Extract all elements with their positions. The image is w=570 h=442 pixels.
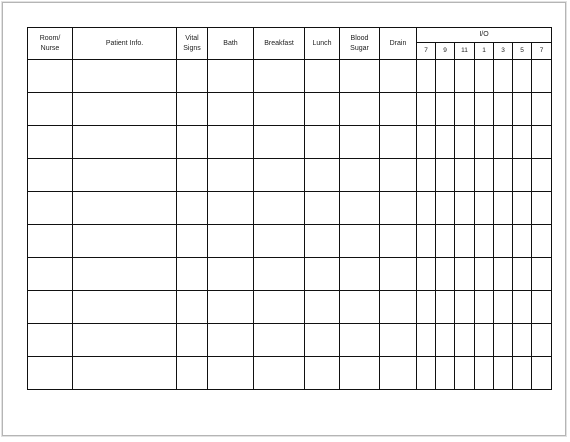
io-time-header: 5 xyxy=(513,43,532,60)
io-cell xyxy=(475,258,494,291)
io-cell xyxy=(532,258,552,291)
header-breakfast: Breakfast xyxy=(254,28,305,60)
blood-sugar-cell xyxy=(340,357,380,390)
header-drain: Drain xyxy=(380,28,417,60)
io-cell xyxy=(532,225,552,258)
drain-cell xyxy=(380,126,417,159)
io-time-header: 7 xyxy=(417,43,436,60)
blood-sugar-cell xyxy=(340,93,380,126)
patient-info-cell xyxy=(73,258,177,291)
io-cell xyxy=(532,126,552,159)
table-row xyxy=(28,192,552,225)
io-cell xyxy=(475,192,494,225)
io-cell xyxy=(513,258,532,291)
vital-signs-cell xyxy=(177,159,208,192)
bath-cell xyxy=(208,159,254,192)
io-cell xyxy=(455,93,475,126)
table-row xyxy=(28,60,552,93)
blood-sugar-cell xyxy=(340,225,380,258)
io-cell xyxy=(436,126,455,159)
lunch-cell xyxy=(305,357,340,390)
vital-signs-cell xyxy=(177,324,208,357)
bath-cell xyxy=(208,93,254,126)
bath-cell xyxy=(208,60,254,93)
io-cell xyxy=(417,93,436,126)
vital-signs-cell xyxy=(177,225,208,258)
bath-cell xyxy=(208,291,254,324)
lunch-cell xyxy=(305,291,340,324)
io-time-header: 7 xyxy=(532,43,552,60)
document-page xyxy=(2,2,566,436)
header-room-nurse: Room/ Nurse xyxy=(28,28,73,60)
vital-signs-cell xyxy=(177,357,208,390)
io-cell xyxy=(532,324,552,357)
lunch-cell xyxy=(305,93,340,126)
io-cell xyxy=(494,258,513,291)
vital-signs-cell xyxy=(177,291,208,324)
breakfast-cell xyxy=(254,291,305,324)
bath-cell xyxy=(208,225,254,258)
io-cell xyxy=(513,93,532,126)
room-nurse-cell xyxy=(28,357,73,390)
io-cell xyxy=(494,60,513,93)
lunch-cell xyxy=(305,324,340,357)
io-time-header: 3 xyxy=(494,43,513,60)
io-cell xyxy=(417,225,436,258)
io-cell xyxy=(455,126,475,159)
io-cell xyxy=(417,357,436,390)
room-nurse-cell xyxy=(28,324,73,357)
io-cell xyxy=(455,225,475,258)
breakfast-cell xyxy=(254,126,305,159)
room-nurse-cell xyxy=(28,60,73,93)
room-nurse-cell xyxy=(28,192,73,225)
table-row xyxy=(28,159,552,192)
blood-sugar-cell xyxy=(340,126,380,159)
io-cell xyxy=(455,291,475,324)
io-cell xyxy=(455,159,475,192)
patient-info-cell xyxy=(73,60,177,93)
header-io: I/O xyxy=(417,28,552,43)
table-row xyxy=(28,126,552,159)
table-row xyxy=(28,357,552,390)
io-cell xyxy=(513,291,532,324)
breakfast-cell xyxy=(254,93,305,126)
io-time-header: 9 xyxy=(436,43,455,60)
room-nurse-cell xyxy=(28,126,73,159)
table-row xyxy=(28,324,552,357)
io-cell xyxy=(513,126,532,159)
io-cell xyxy=(475,126,494,159)
io-cell xyxy=(436,324,455,357)
io-cell xyxy=(532,93,552,126)
io-cell xyxy=(436,291,455,324)
io-cell xyxy=(475,291,494,324)
io-cell xyxy=(532,60,552,93)
breakfast-cell xyxy=(254,258,305,291)
drain-cell xyxy=(380,93,417,126)
io-cell xyxy=(436,93,455,126)
io-cell xyxy=(513,60,532,93)
io-cell xyxy=(417,60,436,93)
drain-cell xyxy=(380,60,417,93)
io-cell xyxy=(436,225,455,258)
io-cell xyxy=(475,357,494,390)
bath-cell xyxy=(208,258,254,291)
io-cell xyxy=(417,126,436,159)
io-cell xyxy=(494,192,513,225)
io-cell xyxy=(475,60,494,93)
io-cell xyxy=(436,192,455,225)
io-cell xyxy=(494,93,513,126)
io-cell xyxy=(417,258,436,291)
drain-cell xyxy=(380,192,417,225)
blood-sugar-cell xyxy=(340,291,380,324)
io-cell xyxy=(455,192,475,225)
io-cell xyxy=(494,225,513,258)
breakfast-cell xyxy=(254,324,305,357)
io-cell xyxy=(513,324,532,357)
drain-cell xyxy=(380,324,417,357)
io-cell xyxy=(417,192,436,225)
room-nurse-cell xyxy=(28,93,73,126)
bath-cell xyxy=(208,357,254,390)
room-nurse-cell xyxy=(28,225,73,258)
table-row xyxy=(28,291,552,324)
lunch-cell xyxy=(305,258,340,291)
patient-info-cell xyxy=(73,225,177,258)
io-time-header: 1 xyxy=(475,43,494,60)
breakfast-cell xyxy=(254,357,305,390)
blood-sugar-cell xyxy=(340,192,380,225)
blood-sugar-cell xyxy=(340,60,380,93)
lunch-cell xyxy=(305,60,340,93)
blood-sugar-cell xyxy=(340,324,380,357)
io-cell xyxy=(494,324,513,357)
chart-body xyxy=(28,60,552,390)
vital-signs-cell xyxy=(177,258,208,291)
io-cell xyxy=(532,192,552,225)
vital-signs-cell xyxy=(177,192,208,225)
patient-info-cell xyxy=(73,159,177,192)
io-cell xyxy=(417,291,436,324)
io-cell xyxy=(417,324,436,357)
patient-info-cell xyxy=(73,93,177,126)
blood-sugar-cell xyxy=(340,159,380,192)
io-cell xyxy=(455,258,475,291)
patient-care-chart xyxy=(27,27,552,390)
io-cell xyxy=(513,192,532,225)
io-cell xyxy=(475,225,494,258)
vital-signs-cell xyxy=(177,93,208,126)
io-cell xyxy=(513,225,532,258)
breakfast-cell xyxy=(254,159,305,192)
header-lunch: Lunch xyxy=(305,28,340,60)
patient-info-cell xyxy=(73,324,177,357)
io-cell xyxy=(494,159,513,192)
io-cell xyxy=(475,93,494,126)
room-nurse-cell xyxy=(28,258,73,291)
header-blood-sugar: Blood Sugar xyxy=(340,28,380,60)
lunch-cell xyxy=(305,225,340,258)
patient-info-cell xyxy=(73,126,177,159)
table-row xyxy=(28,225,552,258)
io-cell xyxy=(532,159,552,192)
lunch-cell xyxy=(305,192,340,225)
lunch-cell xyxy=(305,126,340,159)
drain-cell xyxy=(380,291,417,324)
header-patient-info: Patient Info. xyxy=(73,28,177,60)
header-vital-signs: Vital Signs xyxy=(177,28,208,60)
patient-info-cell xyxy=(73,291,177,324)
blood-sugar-cell xyxy=(340,258,380,291)
io-time-header: 11 xyxy=(455,43,475,60)
drain-cell xyxy=(380,225,417,258)
io-cell xyxy=(494,357,513,390)
patient-info-cell xyxy=(73,192,177,225)
room-nurse-cell xyxy=(28,291,73,324)
io-cell xyxy=(436,159,455,192)
io-cell xyxy=(417,159,436,192)
io-cell xyxy=(436,60,455,93)
io-cell xyxy=(455,60,475,93)
bath-cell xyxy=(208,324,254,357)
bath-cell xyxy=(208,126,254,159)
io-cell xyxy=(494,291,513,324)
bath-cell xyxy=(208,192,254,225)
lunch-cell xyxy=(305,159,340,192)
drain-cell xyxy=(380,258,417,291)
io-cell xyxy=(436,357,455,390)
breakfast-cell xyxy=(254,192,305,225)
vital-signs-cell xyxy=(177,126,208,159)
breakfast-cell xyxy=(254,60,305,93)
patient-info-cell xyxy=(73,357,177,390)
io-cell xyxy=(513,159,532,192)
io-cell xyxy=(475,324,494,357)
breakfast-cell xyxy=(254,225,305,258)
io-cell xyxy=(532,291,552,324)
io-cell xyxy=(475,159,494,192)
header-bath: Bath xyxy=(208,28,254,60)
io-cell xyxy=(455,324,475,357)
room-nurse-cell xyxy=(28,159,73,192)
io-cell xyxy=(436,258,455,291)
io-cell xyxy=(513,357,532,390)
table-row xyxy=(28,93,552,126)
table-row xyxy=(28,258,552,291)
io-cell xyxy=(494,126,513,159)
io-cell xyxy=(532,357,552,390)
vital-signs-cell xyxy=(177,60,208,93)
drain-cell xyxy=(380,357,417,390)
io-cell xyxy=(455,357,475,390)
drain-cell xyxy=(380,159,417,192)
